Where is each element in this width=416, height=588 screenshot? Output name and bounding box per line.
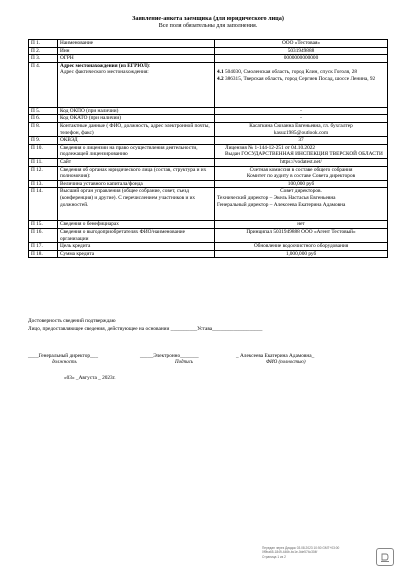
table-row [29, 166, 388, 180]
field-value: нет [215, 221, 388, 229]
field-value: 100,000 руб [215, 180, 388, 188]
field-value: 5031949888 [215, 47, 388, 55]
field-label: ОКВЭД [58, 137, 215, 145]
row-number: П 4. [29, 62, 58, 107]
table-row [29, 180, 388, 188]
row-number: П 18. [29, 250, 58, 258]
edo-stamp [262, 546, 372, 559]
field-value [215, 166, 388, 180]
row-number: П 11. [29, 158, 58, 166]
field-label: Высший орган управления (общее собрание, совет, съезд (конференция) и другие). С перечислением участников и их должностей. [58, 188, 215, 221]
field-label: Сведения о бенефициарах [58, 221, 215, 229]
stamp-line: 0f9ba65-1849-446b-bc1e-0de574c304f [262, 550, 318, 555]
license-issuer: Выдан ГОСУДАРСТВЕННАЯ ИНСПЕКЦИЯ ТВЕРСКОЙ ОБЛАСТИ [225, 151, 383, 158]
document-title: Заявление-анкета заемщика (для юридического лица) [132, 15, 284, 22]
field-label [58, 62, 215, 107]
row-number: П 15. [29, 221, 58, 229]
row-number: П 13. [29, 180, 58, 188]
website-link: https://vodatest.net/ [215, 158, 388, 166]
document-subtitle: Все поля обязательны для заполнения. [158, 23, 258, 29]
row-number: П 8. [29, 122, 58, 136]
document-date: «03» _Августа _ 2023г. [64, 375, 116, 381]
field-label: Код ОКПО (при наличии) [58, 107, 215, 115]
table-row [29, 115, 388, 123]
field-value: Принципал 5031949888 ООО «Агент Тестовый» [215, 228, 388, 242]
basis-statement: Лицо, предоставляющее сведения, действующее на основании __________Устава___________________ [28, 326, 263, 332]
field-value: Обновление водоочистного оборудования [215, 243, 388, 251]
table-row [29, 107, 388, 115]
field-value [215, 62, 388, 107]
table-row [29, 40, 388, 48]
row-number: П 16. [29, 228, 58, 242]
table-row [29, 144, 388, 158]
field-value: 37 [215, 137, 388, 145]
field-value: 0000000000000 [215, 55, 388, 63]
field-label: Сайт [58, 158, 215, 166]
board-title: Совет директоров. [280, 188, 322, 195]
table-row [29, 62, 388, 107]
board-member-2: Генеральный директор – Алексеева Екатерина Адамовна [217, 201, 346, 208]
row-number: П 9. [29, 137, 58, 145]
license-number: Лицензия № 1-144-12-251 от 04.10.2022 [225, 144, 316, 151]
field-value: ООО «Тестовая» [215, 40, 388, 48]
address-4-2: 4.2 386315, Тверская область, город Сергиев Посад, шоссе Ленина, 92 [217, 75, 376, 82]
row-number: П 14. [29, 188, 58, 221]
board-member-1: Технический директор – Экель Настасья Евгеньевна [217, 194, 336, 201]
field-value: - [215, 107, 388, 115]
field-label-colon: : [148, 62, 151, 69]
field-value [215, 188, 388, 221]
governing-body-2: Комитет по аудиту в составе Совета директоров [246, 173, 356, 180]
table-row [29, 188, 388, 221]
field-value: - [215, 115, 388, 123]
row-number: П 12. [29, 166, 58, 180]
field-label: Величина уставного капитала/фонда [58, 180, 215, 188]
governing-body-1: Счетная комиссия в составе общего собрания [249, 166, 353, 173]
stamp-line: Страница 1 из 2 [262, 554, 286, 559]
field-label: ОГРН [58, 55, 215, 63]
table-row [29, 228, 388, 242]
signature-position: ____Генеральный директор___ [28, 353, 98, 359]
field-label: Сведения о лицензии на право осуществления деятельности, подлежащей лицензированию [58, 144, 215, 158]
field-value: 1,000,000 руб [215, 250, 388, 258]
field-label: Контактные данные ( ФИО, должность, адрес электронной почты, телефон, факс) [58, 122, 215, 136]
field-label: Сумма кредита [58, 250, 215, 258]
row-number: П 17. [29, 243, 58, 251]
table-row [29, 243, 388, 251]
field-label: Код ОКАТО (при наличии) [58, 115, 215, 123]
confirm-statement: Достоверность сведений подтверждаю [28, 318, 116, 324]
row-number: П 5. [29, 107, 58, 115]
table-row [29, 47, 388, 55]
field-label: Наименование [58, 40, 215, 48]
questionnaire-table [28, 39, 388, 258]
row-number: П 3. [29, 55, 58, 63]
row-number: П 10. [29, 144, 58, 158]
caption-signature: Подпись [175, 360, 194, 365]
table-row [29, 250, 388, 258]
table-row [29, 158, 388, 166]
field-label-actual-address: Адрес фактического местонахождения: [60, 69, 149, 76]
field-label: Цель кредита [58, 243, 215, 251]
field-label: Сведения о выгодоприобретателях ФИО/наименование организации [58, 228, 215, 242]
stamp-line: Передан через Диадок 03.08.2023 10:50 GMT+03:00 [262, 546, 340, 550]
row-number: П 6. [29, 115, 58, 123]
address-4-1: 4.1 504030, Смоленская область, город Клин, спуск Гоголя, 28 [217, 69, 357, 76]
diadoc-logo-icon-svg [377, 549, 393, 565]
row-number: П 1. [29, 40, 58, 48]
signature-sign: _____Электронно_______ [140, 353, 199, 359]
table-row [29, 55, 388, 63]
field-value [215, 144, 388, 158]
field-label: Сведения об органах юридического лица (состав, структура и их полномочия): [58, 166, 215, 180]
field-label-legal-address: Адрес местонахождения (из ЕГРЮЛ) [60, 62, 149, 69]
contact-email: kasuz1985@outlook.com [273, 129, 329, 136]
caption-full-name: ФИО (полностью) [266, 360, 306, 365]
caption-position: должность [52, 360, 77, 365]
table-row [29, 137, 388, 145]
field-value [215, 122, 388, 136]
contact-person: Касаткина Сюзанна Евгеньевна, гл. бухгалтер [249, 122, 353, 129]
signature-name: _ Алексеева Екатерина Адамовна_ [236, 353, 315, 359]
diadoc-logo-icon [376, 548, 394, 566]
field-label: Инн [58, 47, 215, 55]
table-row [29, 122, 388, 136]
table-row [29, 221, 388, 229]
row-number: П 2. [29, 47, 58, 55]
